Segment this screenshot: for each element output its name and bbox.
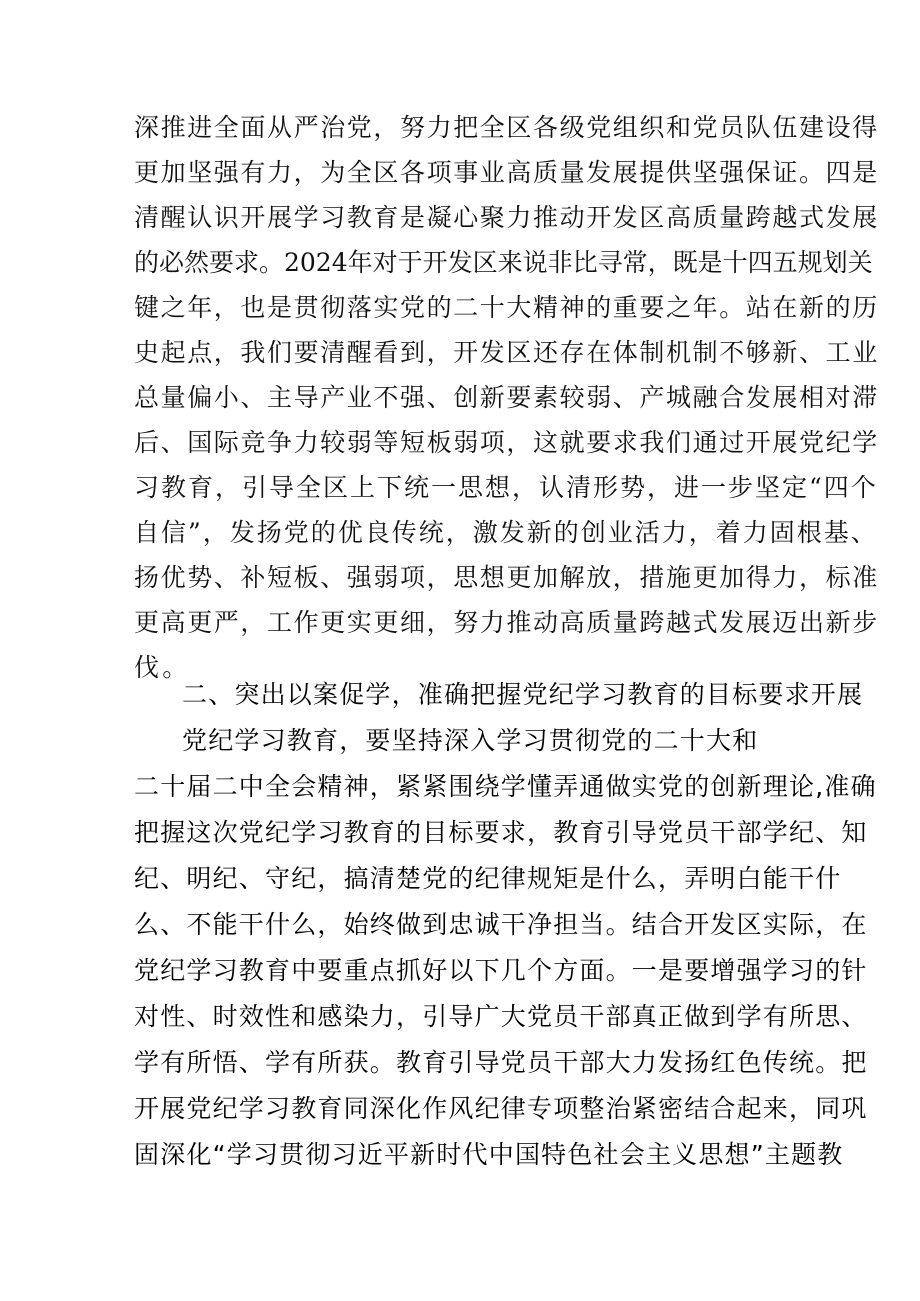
paragraph-line: 固深化“学习贯彻习近平新时代中国特色社会主义思想”主题教 [134, 1140, 844, 1169]
paragraph-line: 自信”，发扬党的优良传统，激发新的创业活力，着力固根基、 [134, 518, 878, 547]
paragraph-line: 党纪学习教育，要坚持深入学习贯彻党的二十大和 [182, 726, 759, 755]
paragraph-line: 二十届二中全会精神，紧紧围绕学懂弄通做实党的创新理论,准确 [134, 772, 877, 801]
paragraph-line: 习教育，引导全区上下统一思想，认清形势，进一步坚定“四个 [134, 473, 878, 502]
paragraph-line: 把握这次党纪学习教育的目标要求，教育引导党员干部学纪、知 [134, 818, 868, 847]
paragraph-line: 对性、时效性和感染力，引导广大党员干部真正做到学有所思、 [134, 1002, 868, 1031]
paragraph-line: 么、不能干什么，始终做到忠诚干净担当。结合开发区实际，在 [134, 910, 868, 939]
paragraph-line: 后、国际竞争力较弱等短板弱项，这就要求我们通过开展党纪学 [134, 428, 879, 457]
paragraph-line: 更高更严，工作更实更细，努力推动高质量跨越式发展迈出新步 [134, 608, 879, 637]
paragraph-line: 开展党纪学习教育同深化作风纪律专项整治紧密结合起来，同巩 [134, 1094, 868, 1123]
paragraph-line: 史起点，我们要清醒看到，开发区还存在体制机制不够新、工业 [134, 338, 879, 367]
paragraph-line: 党纪学习教育中要重点抓好以下几个方面。一是要增强学习的针 [134, 956, 868, 985]
paragraph-line: 深推进全面从严治党，努力把全区各级党组织和党员队伍建设得 [134, 113, 879, 142]
section-heading: 二、突出以案促学，准确把握党纪学习教育的目标要求开展 [182, 680, 864, 709]
paragraph-line: 清醒认识开展学习教育是凝心聚力推动开发区高质量跨越式发展 [134, 203, 879, 232]
paragraph-line: 伐。 [134, 653, 191, 682]
paragraph-line: 纪、明纪、守纪，搞清楚党的纪律规矩是什么，弄明白能干什 [134, 864, 842, 893]
paragraph-line: 更加坚强有力，为全区各项事业高质量发展提供坚强保证。四是 [134, 158, 879, 187]
paragraph-line: 扬优势、补短板、强弱项，思想更加解放，措施更加得力，标准 [134, 563, 879, 592]
paragraph-line: 学有所悟、学有所获。教育引导党员干部大力发扬红色传统。把 [134, 1048, 868, 1077]
paragraph-line: 的必然要求。2024年对于开发区来说非比寻常，既是十四五规划关 [134, 248, 873, 277]
paragraph-line: 键之年，也是贯彻落实党的二十大精神的重要之年。站在新的历 [134, 293, 879, 322]
paragraph-line: 总量偏小、主导产业不强、创新要素较弱、产城融合发展相对滞 [134, 383, 879, 412]
